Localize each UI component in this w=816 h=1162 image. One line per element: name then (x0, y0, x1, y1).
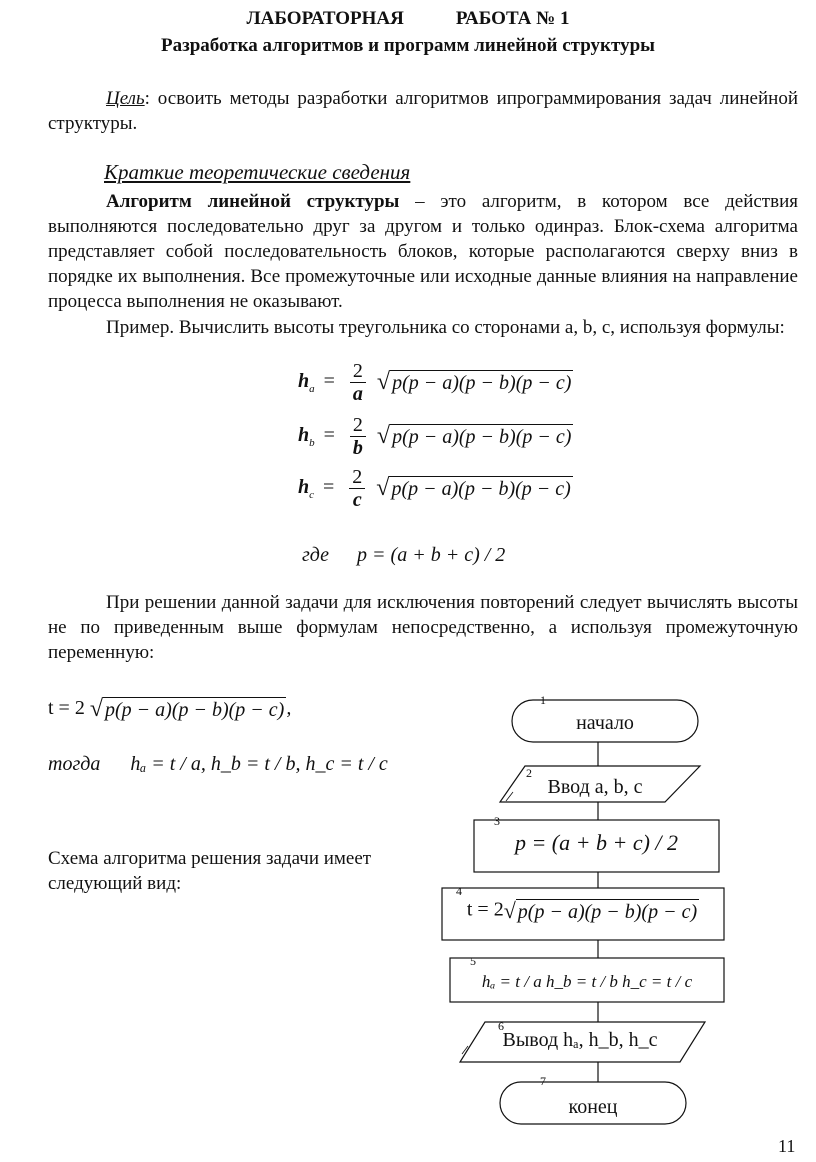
flowchart-number-3: 3 (494, 814, 500, 828)
flowchart-number-4: 4 (456, 884, 462, 898)
formula-ha-frac (350, 360, 366, 405)
t-formula (48, 696, 291, 723)
goal-label: Цель (106, 88, 145, 109)
flowchart-step4-radicand: p(p − a)(p − b)(p − c) (517, 901, 698, 923)
formula-ha-h: h (298, 370, 310, 393)
then-label: тогда (48, 753, 101, 775)
flowchart-step5-label: hₐ = t / a h_b = t / b h_c = t / c (481, 972, 693, 991)
formula-hc-den: c (352, 489, 362, 511)
lab-word: ЛАБОРАТОРНАЯ (246, 8, 404, 29)
formula-ha-radicand: p(p − a)(p − b)(p − c) (392, 372, 572, 394)
scheme-caption: Схема алгоритма решения задачи имеет следующий вид: (48, 848, 372, 894)
flowchart-step4-sqrt: √ p(p − a)(p − b)(p − c) (503, 898, 698, 923)
t-formula-lhs: t = 2 (48, 697, 85, 720)
flowchart-number-7: 7 (540, 1074, 546, 1088)
theory-paragraph (48, 189, 798, 314)
flowchart-start-label: начало (576, 712, 634, 734)
where-expression: p = (a + b + c) / 2 (357, 544, 506, 566)
t-formula-tail: , (286, 697, 292, 720)
formula-hc-num: 2 (349, 466, 365, 489)
then-expression: hₐ = t / a, h_b = t / b, h_c = t / c (130, 753, 388, 775)
flowchart-number-6: 6 (498, 1019, 504, 1033)
flowchart-step3-label: p = (a + b + c) / 2 (514, 830, 679, 855)
work-number: РАБОТА № 1 (455, 8, 570, 29)
formula-hb-radicand: p(p − a)(p − b)(p − c) (392, 426, 572, 448)
flowchart-number-5: 5 (470, 954, 476, 968)
formula-hc-radicand: p(p − a)(p − b)(p − c) (391, 478, 571, 500)
intermediate-paragraph: При решении данной задачи для исключения повторений следует вычислять высоты не по приведенным выше формулам непосредственно, а используя промежуточную переменную: (48, 592, 798, 663)
formula-hb: $h_b$ = $\frac{2}{b}$ √ p(p − a)(p − b)(p − c) (298, 414, 572, 459)
formula-hc: $h_c$ = $\frac{2}{c}$ √ p(p − a)(p − b)(p − c) (298, 466, 571, 511)
flowchart-step4-lhs: t = 2 (466, 898, 504, 921)
goal-text: : освоить методы разработки алгоритмов ипрограммирования задач линейной структуры. (48, 88, 798, 134)
formula-hb-den: b (352, 437, 363, 459)
formula-hc-frac (349, 466, 365, 511)
theory-text: – это алгоритм, в котором все действия выполняются последовательно друг за другом и только одинраз. Блок-схема алгоритма представляет собой последовательность блоков, которые располагаются сверху вниз в порядке их выполнения. Все промежуточные или исходные данные влияния на направление процесса выполнения не оказывают. (48, 191, 798, 312)
formula-hb-frac (350, 414, 366, 459)
formula-ha: $h_a$ = $\frac{2}{a}$ √ p(p − a)(p − b)(p − c) (298, 360, 572, 405)
where-label: где (302, 544, 330, 566)
t-formula-radicand: p(p − a)(p − b)(p − c) (105, 699, 285, 721)
flowchart-input-label: Ввод a, b, c (547, 776, 643, 798)
example-paragraph: Пример. Вычислить высоты треугольника со сторонами a, b, c, используя формулы: (106, 317, 785, 338)
flowchart-number-2: 2 (526, 766, 532, 780)
then-formula (48, 753, 388, 776)
t-formula-sqrt: √ p(p − a)(p − b)(p − c) (89, 696, 285, 722)
formula-where (302, 544, 505, 567)
goal-paragraph (48, 86, 798, 136)
formula-hc-h: h (298, 476, 310, 499)
formula-ha-num: 2 (350, 360, 366, 383)
formula-hc-sub: c (309, 489, 315, 502)
lab-title (0, 8, 816, 30)
lab-subtitle: Разработка алгоритмов и программ линейной структуры (161, 35, 655, 56)
formula-hb-h: h (298, 424, 310, 447)
flowchart-step4-label (442, 898, 724, 924)
formula-hc-sqrt: √ p(p − a)(p − b)(p − c) (376, 475, 571, 501)
page-number: 11 (778, 1136, 796, 1156)
formula-ha-den: a (352, 383, 363, 405)
flowchart-end-label: конец (568, 1096, 618, 1118)
formula-hb-sub: b (309, 437, 315, 450)
flowchart-output-label: Вывод hₐ, h_b, h_c (502, 1029, 658, 1051)
formula-hb-num: 2 (350, 414, 366, 437)
formula-hb-sqrt: √ p(p − a)(p − b)(p − c) (376, 423, 572, 449)
flowchart-number-1: 1 (540, 693, 546, 707)
theory-term: Алгоритм линейной структуры (106, 191, 400, 212)
theory-heading: Краткие теоретические сведения (104, 160, 411, 184)
formula-ha-sub: a (309, 383, 315, 396)
formula-ha-sqrt: √ p(p − a)(p − b)(p − c) (376, 369, 572, 395)
